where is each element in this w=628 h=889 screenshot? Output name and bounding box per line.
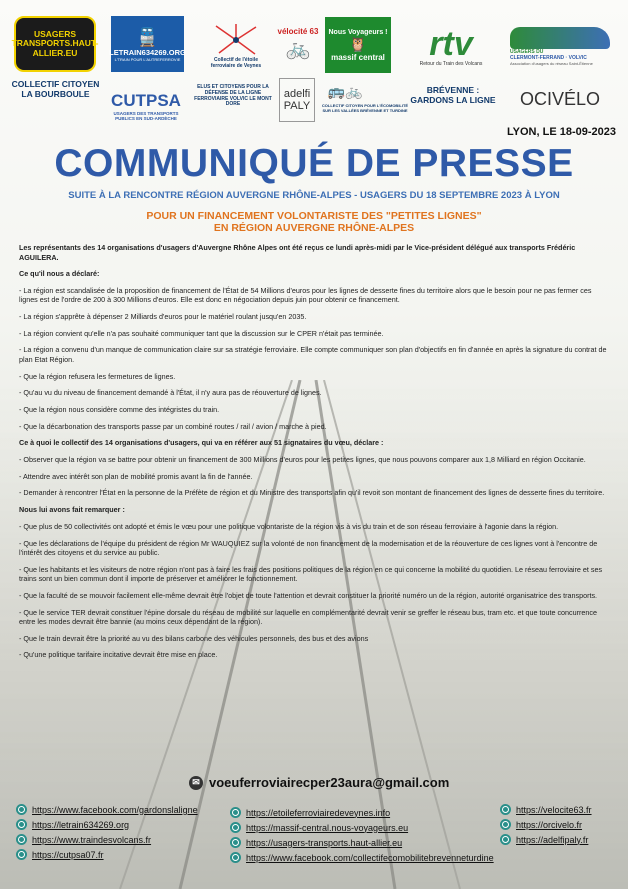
section-heading: Ce qu'il nous a déclaré: <box>19 269 100 279</box>
star-network-icon <box>211 23 261 57</box>
globe-icon <box>16 804 27 815</box>
subtitle: SUITE À LA RENCONTRE RÉGION AUVERGNE RHÔNE-ALPES - USAGERS DU 18 SEPTEMBRE 2023 À LYON <box>68 190 560 201</box>
logo-adelfi-text: adelfi PALY <box>283 88 311 112</box>
contact-email[interactable] <box>189 775 449 790</box>
website-link[interactable] <box>16 847 198 862</box>
link-text[interactable]: https://www.facebook.com/collectifecomobilitebrevenneturdine <box>246 852 494 863</box>
email-address[interactable]: voeuferroviairecper23aura@gmail.com <box>209 775 450 790</box>
link-text[interactable]: https://www.traindesvolcans.fr <box>32 834 152 845</box>
headline-line-2: EN RÉGION AUVERGNE RHÔNE-ALPES <box>213 222 415 235</box>
website-link[interactable] <box>230 835 494 850</box>
website-link[interactable] <box>16 802 198 817</box>
logo-adelfi-paly <box>279 78 315 122</box>
globe-icon <box>500 834 511 845</box>
website-link[interactable] <box>230 820 494 835</box>
links-column-middle <box>230 805 494 865</box>
transport-icons: 🚌🚲 <box>327 82 363 99</box>
logo-ecomobilite <box>323 79 367 103</box>
body-paragraph: - Que les déclarations de l'équipe du président de région Mr WAUQUIEZ sur la volonté de non financement de la modernisation et de la réouverture de ces lignes vont à l'encontre de l'intérêt des citoyens et du service au public. <box>19 538 598 557</box>
train-icon: 🚆 <box>136 26 159 47</box>
body-paragraph: - Que le service TER devrait constituer l'épine dorsale du réseau de mobilité sur laquelle en complémentarité devrait venir se greffer le réseau bus, tram etc. et que toute concurrence entre les modes devrait être bannie (au moins ceux dépendant de la région). <box>19 607 598 627</box>
website-link[interactable] <box>230 850 494 865</box>
website-link[interactable] <box>500 802 592 817</box>
globe-icon <box>500 804 511 815</box>
logo-usagers-clermont <box>510 16 616 76</box>
globe-icon <box>230 837 241 848</box>
body-paragraph: - Que la région refusera les fermetures de lignes. <box>19 371 176 381</box>
body-paragraph: - Que la faculté de se mouvoir facilement elle-même devrait être l'objet de toute l'attention et devrait constituer la priorité numéro un de la région, autorité organisatrice des transports. <box>19 590 598 600</box>
body-paragraph: - La région convient qu'elle n'a pas souhaité communiquer tant que la discussion sur le CPER n'était pas terminée. <box>19 328 384 338</box>
bicycle-icon: 🚲 <box>285 38 311 60</box>
body-paragraph: - La région est scandalisée de la proposition de financement de l'État de 54 Millions d'euros pour les lignes de desserte fines du territoire alors que le besoin pour ne pas fermer ces lignes est de l'ordre de 200 à 300 Millions d'euros. Elle est donc en négociation depuis juin pour obtenir ce financement. <box>19 285 592 305</box>
logo-rtv-text: rtv <box>429 25 473 63</box>
link-text[interactable]: https://orcivelo.fr <box>516 819 583 830</box>
caption-collectif-ecomobilite: COLLECTIF CITOYEN POUR L'ÉCOMOBILITÉ SUR LES VALLÉES BRÉVENNE ET TURDINE <box>321 103 409 113</box>
link-text[interactable]: https://letrain634269.org <box>32 819 130 830</box>
link-text[interactable]: https://adelfipaly.fr <box>516 834 589 845</box>
globe-icon <box>230 852 241 863</box>
logo-nous-voyageurs-massif <box>325 17 391 73</box>
logo-etoile-veynes <box>203 16 269 76</box>
logo-massif-text: massif central <box>331 52 385 62</box>
caption-brevenne: BRÉVENNE : GARDONS LA LIGNE <box>410 85 496 105</box>
link-text[interactable]: https://etoileferroviairedeveynes.info <box>246 807 391 818</box>
logo-ocivelo-text: OCIVÉLO <box>519 88 601 109</box>
website-link[interactable] <box>230 805 494 820</box>
links-column-left <box>16 802 198 862</box>
owl-icon: 🦉 <box>349 35 367 52</box>
body-paragraph: - Observer que la région va se battre pour obtenir un financement de 300 Millions d'euros pour les petites lignes, que nous pouvons comparer aux 1,8 Milliard en région Occitanie. <box>19 455 586 465</box>
logo-etoile-text: Collectif de l'étoile ferroviaire de Veynes <box>210 57 262 69</box>
logo-letrain-text: LETRAIN634269.ORG <box>109 47 186 57</box>
section-heading: Les représentants des 14 organisations d'usagers d'Auvergne Rhône Alpes ont été reçus ce lundi après-midi par le Vice-président délégué aux transports Frédéric AGUILERA. <box>19 243 576 262</box>
logo-velocite63 <box>275 16 321 72</box>
globe-icon <box>16 849 27 860</box>
body-paragraph: - Que plus de 50 collectivités ont adopté et émis le vœu pour une politique volontariste de la région vis à vis du train et de son réseau ferroviaire à l'agonie dans la région. <box>19 521 559 531</box>
logo-rtv <box>402 22 500 72</box>
logo-clermont-text3: Association d'usagers du réseau Saint-Étienne <box>510 60 593 66</box>
link-text[interactable]: https://usagers-transports.haut-allier.eu <box>246 837 403 848</box>
headline-line-1: POUR UN FINANCEMENT VOLONTARISTE DES "PETITES LIGNES" <box>146 210 482 222</box>
website-link[interactable] <box>16 817 198 832</box>
body-paragraph: - La région a convenu d'un manque de communication claire sur sa stratégie ferroviaire. Elle compte communiquer son plan d'objectifs en fin d'année en après la signature du contrat de plan Etat Région. <box>19 345 607 364</box>
body-paragraph: - Que le train devrait être la priorité au vu des bilans carbone des véhicules personnels, des bus et des avions <box>19 633 369 643</box>
caption-elus-citoyens: ELUS ET CITOYENS POUR LA DÉFENSE DE LA LIGNE FERROVIAIRE VOLVIC LE MONT DORE <box>194 84 272 108</box>
website-link[interactable] <box>500 817 592 832</box>
body-paragraph: - Que les habitants et les visiteurs de notre région n'ont pas à faire les frais des positions politiques de la région en ce qui concerne la mobilité du quotidien. Le réseau ferroviaire et ses trains sont un bien commun dont il importe de préserver et améliorer le fonctionnement. <box>19 564 603 584</box>
logo-cutpsa <box>104 86 188 126</box>
body-paragraph: - Qu'une politique tarifaire incitative devrait être mise en place. <box>19 650 218 660</box>
press-date: LYON, LE 18-09-2023 <box>506 126 616 138</box>
body-paragraph: - Demander à rencontrer l'État en la personne de la Préfète de région et du Ministre des transports afin qu'il revoit son montant de financement des lignes de desserte fines du territoire. <box>19 488 605 498</box>
globe-icon <box>230 807 241 818</box>
logo-usagers-haut-allier <box>11 16 99 72</box>
globe-icon <box>16 834 27 845</box>
globe-icon <box>16 819 27 830</box>
logo-letrain <box>111 16 184 72</box>
body-paragraph: - Que la décarbonation des transports passe par un combiné routes / rail / avion / marche à pied. <box>19 421 327 431</box>
logo-clermont-text: USAGERS DU <box>510 48 544 55</box>
logo-ocivelo <box>510 87 610 111</box>
link-text[interactable]: https://massif-central.nous-voyageurs.eu <box>246 822 409 833</box>
logo-cutpsa-subtext: USAGERS DES TRANSPORTS PUBLICS EN SUD-ARDÈCHE <box>113 111 179 121</box>
logo-clermont-text2: CLERMONT-FERRAND · VOLVIC <box>510 54 587 61</box>
logo-nous-voyageurs-text: Nous Voyageurs ! <box>328 28 388 36</box>
tram-icon <box>510 27 610 49</box>
section-heading: Nous lui avons fait remarquer : <box>19 505 125 515</box>
logo-cutpsa-text: CUTPSA <box>111 91 181 110</box>
website-link[interactable] <box>16 832 198 847</box>
link-text[interactable]: https://velocite63.fr <box>516 804 592 815</box>
body-paragraph: - Attendre avec intérêt son plan de mobilité promis avant la fin de l'année. <box>19 471 253 481</box>
page-title: COMMUNIQUÉ DE PRESSE <box>54 142 574 185</box>
press-body <box>19 243 609 667</box>
logo-usagers-text: USAGERS TRANSPORTS.HAUT-ALLIER.EU <box>11 28 99 58</box>
link-text[interactable]: https://cutpsa07.fr <box>32 849 104 860</box>
globe-icon <box>500 819 511 830</box>
email-icon: ✉ <box>189 776 203 790</box>
logo-velocite-text: vélocité 63 <box>277 27 319 36</box>
logo-letrain-tag: L'TRAIN POUR L'AUTREFERROVIE <box>114 56 181 62</box>
body-paragraph: - La région s'apprête à dépenser 2 Milliards d'euros pour le matériel roulant jusqu'en 2035. <box>19 312 307 322</box>
links-column-right <box>500 802 592 847</box>
section-heading: Ce à quoi le collectif des 14 organisations d'usagers, qui va en référer aux 51 signataires du vœu, déclare : <box>19 438 384 448</box>
globe-icon <box>230 822 241 833</box>
logo-rtv-subtext: Retour du Train des Volcans <box>419 61 483 67</box>
body-paragraph: - Que la région nous considère comme des intégristes du train. <box>19 405 220 414</box>
headline <box>0 210 628 234</box>
caption-collectif-la-bourboule: COLLECTIF CITOYEN LA BOURBOULE <box>11 79 100 99</box>
website-link[interactable] <box>500 832 592 847</box>
link-text[interactable]: https://www.facebook.com/gardonslaligne <box>32 804 198 815</box>
body-paragraph: - Qu'au vu du niveau de financement demandé à l'État, il n'y aura pas de réouverture de lignes. <box>19 388 322 398</box>
